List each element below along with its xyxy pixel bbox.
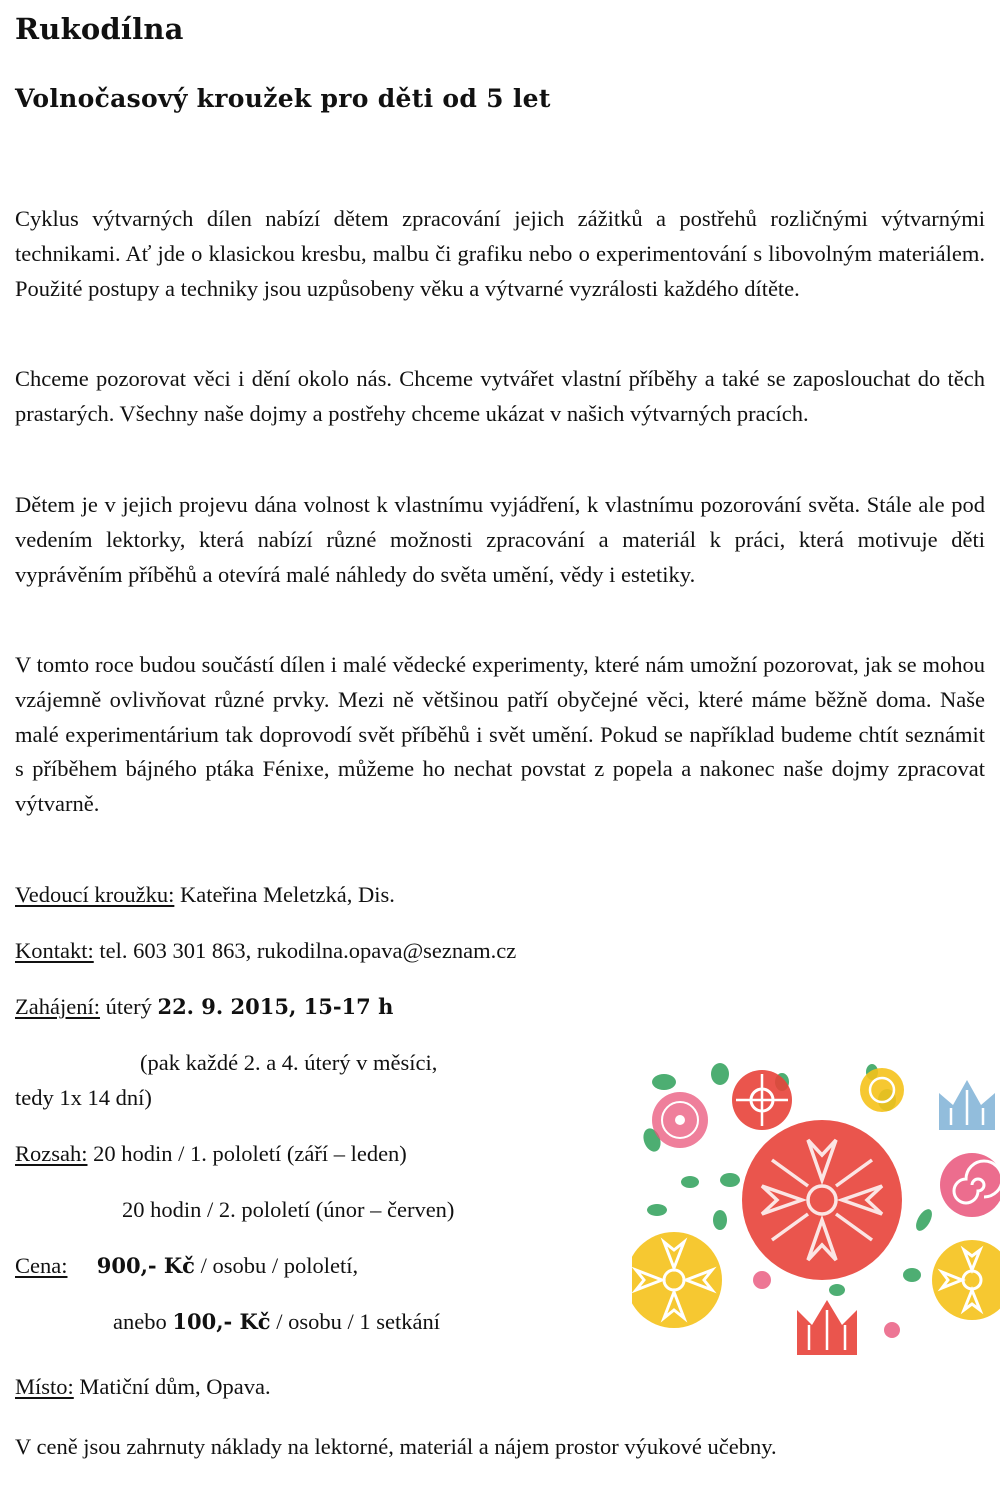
right-yellow-flower xyxy=(932,1240,1000,1320)
page-subtitle: Volnočasový kroužek pro děti od 5 let xyxy=(15,84,551,113)
contact-value: tel. 603 301 863, rukodilna.opava@seznam.cz xyxy=(99,938,517,963)
leader-row xyxy=(15,880,395,910)
price-amount-semester: 900,- Kč xyxy=(96,1253,195,1278)
scope-row xyxy=(15,1139,407,1169)
price-row xyxy=(15,1251,358,1281)
paragraph-freedom: Dětem je v jejich projevu dána volnost k vlastnímu vyjádření, k vlastnímu pozorování světa. Stále ale pod vedením lektorky, která nabízí různé možnosti zpracování a materiál k práci, která motivuje děti vyprávěním příběhů a otevírá malé náhledy do světa umění, vědy i estetiky. xyxy=(15,492,985,587)
contact-label: Kontakt: xyxy=(15,938,94,963)
start-note-line1: (pak každé 2. a 4. úterý v měsíci, xyxy=(140,1050,438,1075)
pink-round-flower xyxy=(652,1092,708,1148)
scope-label: Rozsah: xyxy=(15,1141,88,1166)
price-rest-session: / osobu / 1 setkání xyxy=(276,1309,440,1334)
red-spiral-flower xyxy=(940,1153,1000,1217)
small-red-flower xyxy=(732,1070,792,1130)
scope-line1: 20 hodin / 1. pololetí (září – leden) xyxy=(93,1141,407,1166)
start-label: Zahájení: xyxy=(15,994,100,1019)
footer-note: V ceně jsou zahrnuty náklady na lektorné, materiál a nájem prostor výukové učebny. xyxy=(15,1434,777,1459)
price-prefix: anebo xyxy=(113,1309,167,1334)
place-row xyxy=(15,1372,271,1402)
paragraph-experiments: V tomto roce budou součástí dílen i malé vědecké experimenty, které nám umožní pozorovat, jak se mohou vzájemně ovlivňovat různé prvky. Mezi ně většinou patří obyčejné věci, které máme běžně doma. Naše malé experimentárium tak doprovodí svět příběhů i svět umění. Pokud se například budeme chtít seznámit s příběhem bájného ptáka Fénixe, můžeme ho nechat povstat z popela a nakonec naše dojmy zpracovat výtvarně. xyxy=(15,652,985,817)
paragraph-intro: Cyklus výtvarných dílen nabízí dětem zpracování jejich zážitků a postřehů rozličnými výtvarnými technikami. Ať jde o klasickou kresbu, malbu či grafiku nebo o experimentování s libovolným materiálem. Použité postupy a techniky jsou uzpůsobeny věku a výtvarné vyzrálosti každého dítěte. xyxy=(15,206,985,301)
leader-label: Vedoucí kroužku: xyxy=(15,882,175,907)
left-yellow-flower xyxy=(632,1232,722,1328)
flower-painting-image xyxy=(632,1060,1000,1355)
place-label: Místo: xyxy=(15,1374,74,1399)
page-title: Rukodílna xyxy=(15,12,184,46)
top-yellow-flower xyxy=(860,1068,904,1112)
large-red-flower xyxy=(742,1120,902,1280)
price-label: Cena: xyxy=(15,1253,68,1278)
scope-line2: 20 hodin / 2. pololetí (únor – červen) xyxy=(122,1197,455,1222)
place-value: Matiční dům, Opava. xyxy=(79,1374,271,1399)
leader-value: Kateřina Meletzká, Dis. xyxy=(179,882,395,907)
start-row xyxy=(15,992,393,1022)
start-datetime: 22. 9. 2015, 15-17 h xyxy=(157,994,394,1019)
start-day: úterý xyxy=(105,994,152,1019)
start-note-line2: tedy 1x 14 dní) xyxy=(15,1085,152,1110)
contact-row xyxy=(15,936,516,966)
price-amount-session: 100,- Kč xyxy=(172,1309,271,1334)
blue-tulip xyxy=(939,1080,995,1130)
bottom-red-tulip xyxy=(797,1300,857,1355)
price-rest-semester: / osobu / pololetí, xyxy=(200,1253,359,1278)
price-row-single xyxy=(113,1307,440,1337)
paragraph-observe: Chceme pozorovat věci i dění okolo nás. Chceme vytvářet vlastní příběhy a také se zaposlouchat do těch prastarých. Všechny naše dojmy a postřehy chceme ukázat v našich výtvarných pracích. xyxy=(15,366,985,426)
